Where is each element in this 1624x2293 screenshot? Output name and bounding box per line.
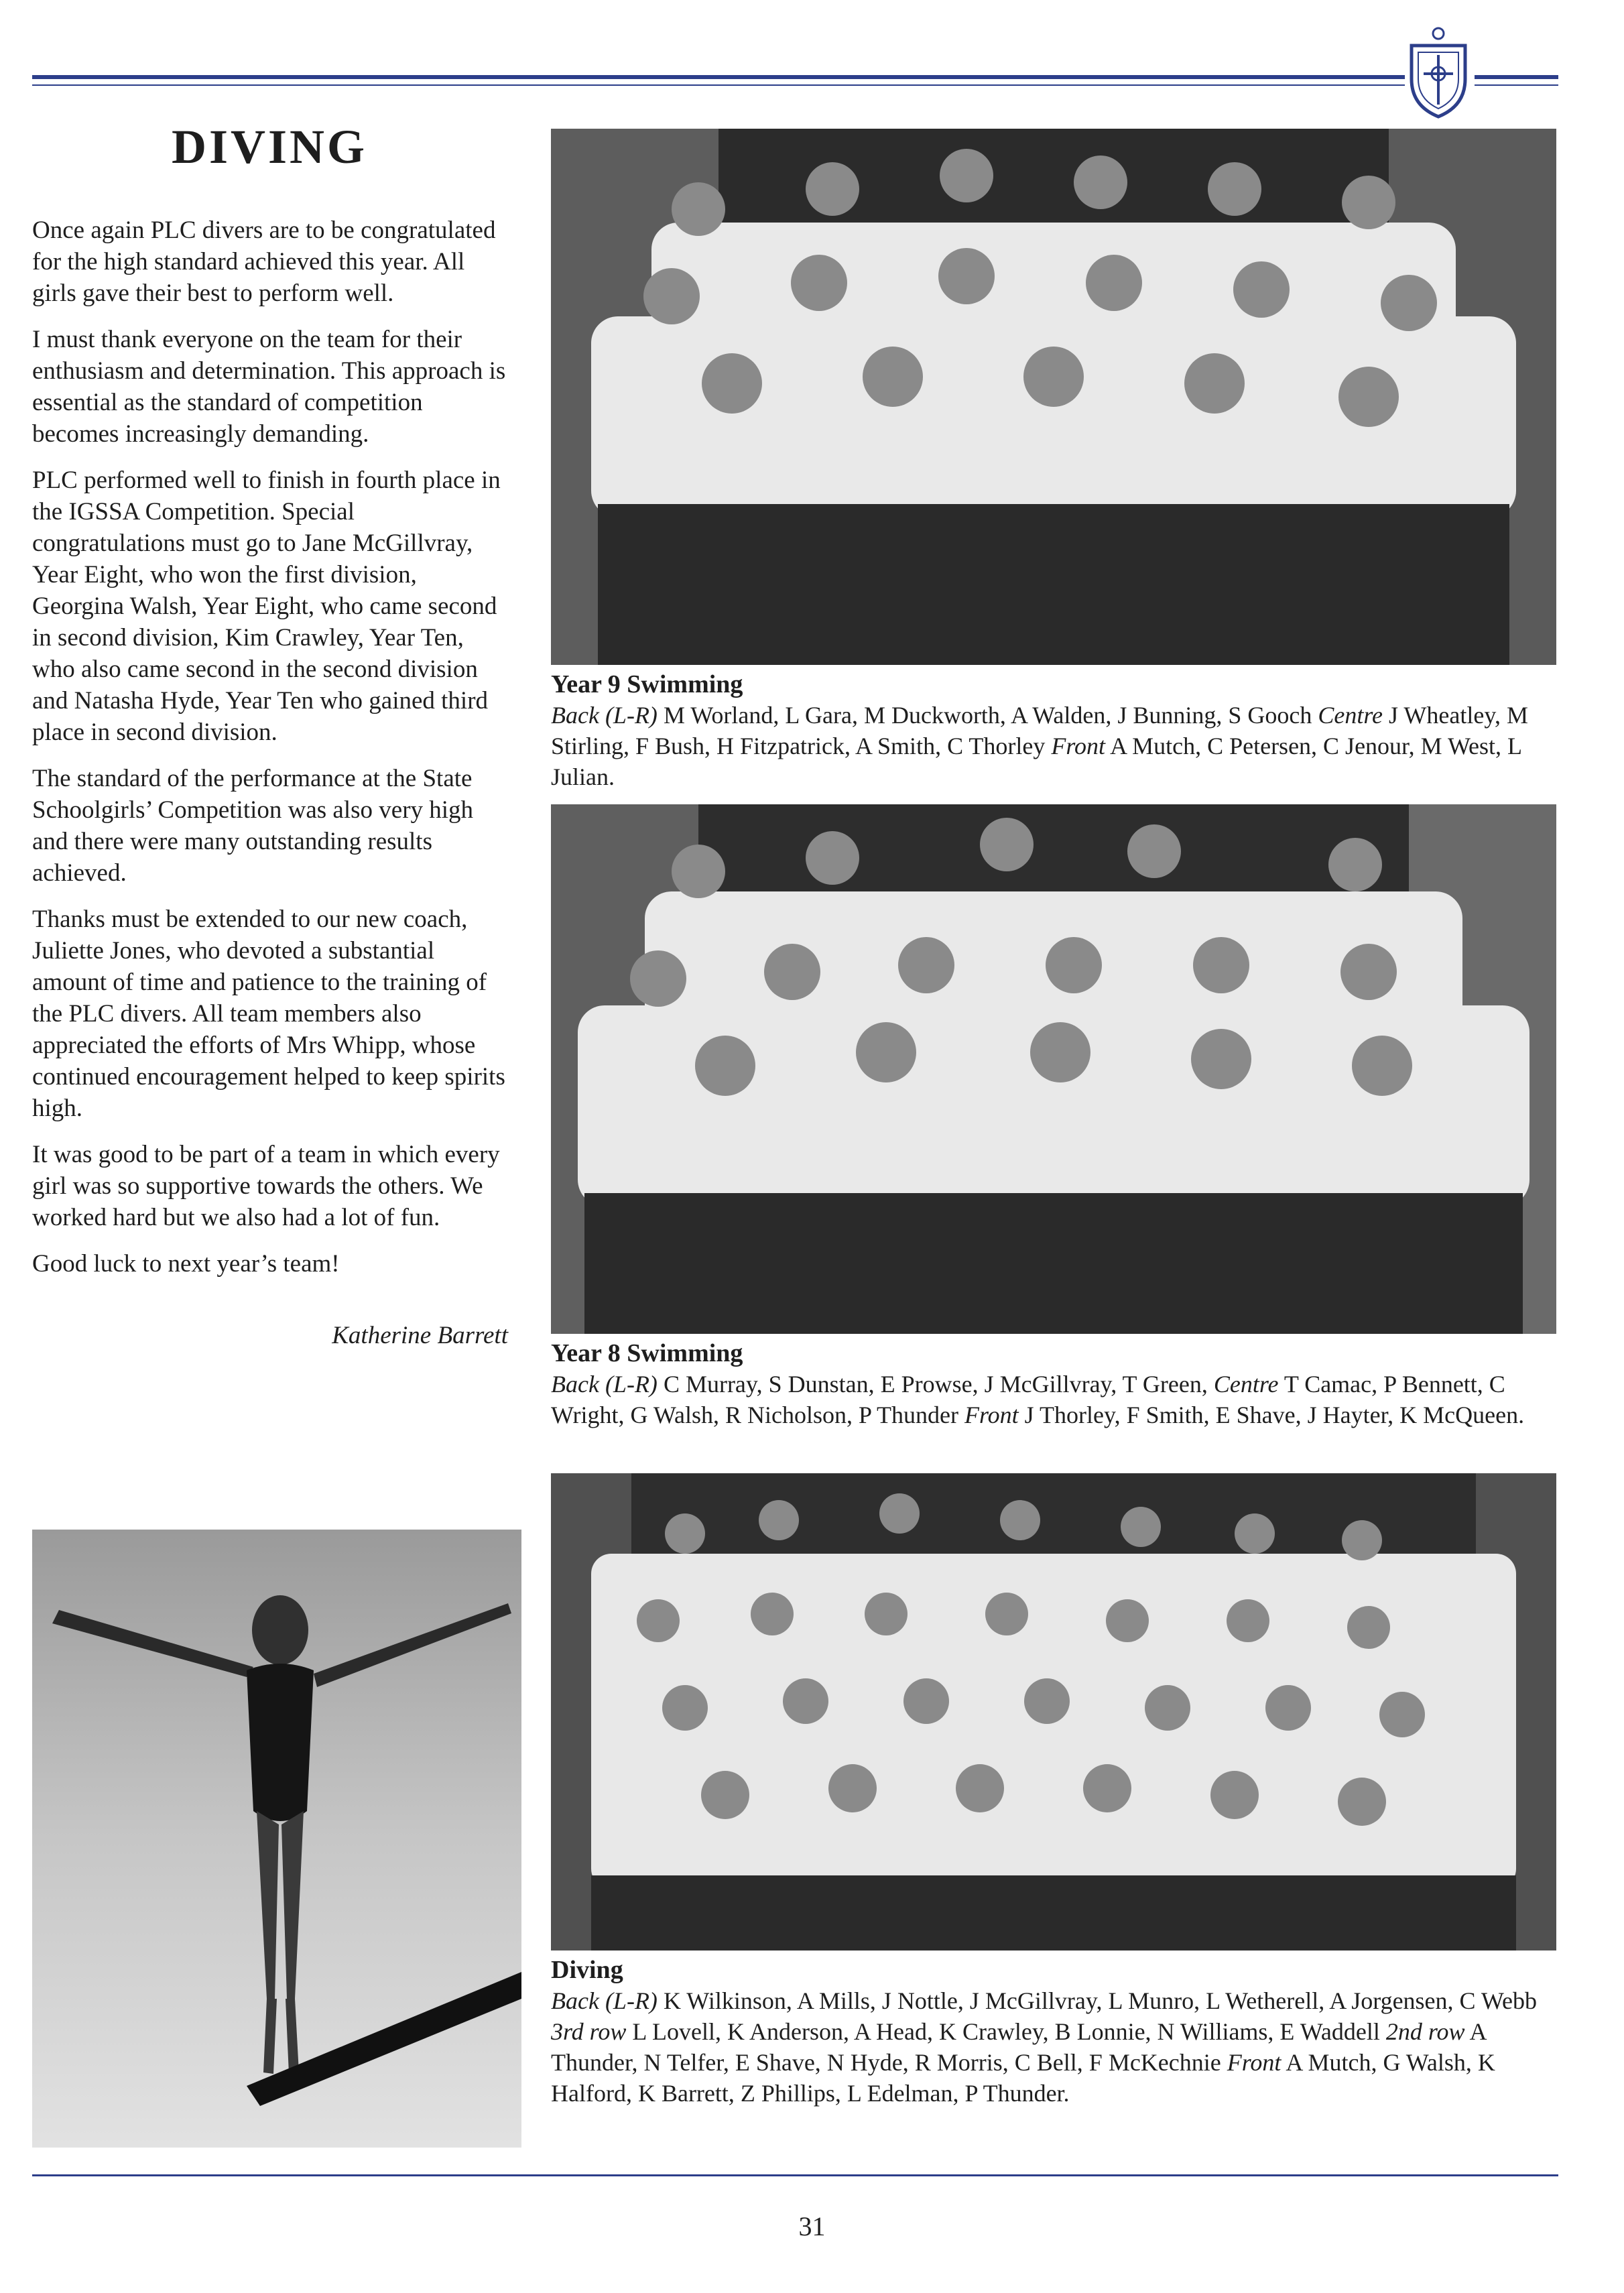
caption-row-label: Front	[1051, 733, 1106, 759]
caption-names: T Camac, P Bennett, C Wright, G Walsh, R Nicholson, P Thunder	[551, 1371, 1505, 1428]
caption-names: J Thorley, F Smith, E Shave, J Hayter, K McQueen.	[1018, 1402, 1525, 1428]
caption-names: L Lovell, K Anderson, A Head, K Crawley, B Lonnie, N Williams, E Waddell	[626, 2018, 1386, 2045]
header-rule-right-thin	[1475, 84, 1558, 86]
caption-row-label: Centre	[1213, 1371, 1279, 1398]
caption-names: A Thunder, N Telfer, E Shave, N Hyde, R Morris, C Bell, F McKechnie	[551, 2018, 1486, 2076]
caption-names: C Murray, S Dunstan, E Prowse, J McGillvray, T Green,	[657, 1371, 1214, 1398]
article-paragraph: PLC performed well to finish in fourth place in the IGSSA Competition. Special congratulations must go to Jane McGillvray, Year Eight, who won the first division, Georgina Walsh, Year Eight, who came second in second division, Kim Crawley, Year Ten, who also came second in the second division and Natasha Hyde, Year Ten who gained third place in second division.	[32, 467, 501, 746]
page-title: DIVING	[171, 120, 368, 174]
footer-rule	[32, 2174, 1558, 2176]
caption-names: K Wilkinson, A Mills, J Nottle, J McGillvray, L Munro, L Wetherell, A Jorgensen, C Webb	[657, 1987, 1537, 2014]
caption-title: Diving	[551, 1956, 623, 1984]
header-rule-thin	[32, 84, 1405, 86]
caption-names: J Wheatley, M Stirling, F Bush, H Fitzpatrick, A Smith, C Thorley	[551, 702, 1528, 759]
caption-title: Year 9 Swimming	[551, 670, 743, 698]
diving-team-photo	[551, 1473, 1556, 1950]
caption-names: M Worland, L Gara, M Duckworth, A Walden, J Bunning, S Gooch	[657, 702, 1318, 729]
year8-caption	[551, 1338, 1556, 1430]
caption-row-label: 2nd row	[1385, 2018, 1465, 2045]
caption-row-label: Front	[964, 1402, 1019, 1428]
article-paragraph: Good luck to next year’s team!	[32, 1250, 340, 1278]
article-paragraph: I must thank everyone on the team for their enthusiasm and determination. This approach is essential as the standard of competition becomes increasingly demanding.	[32, 326, 506, 448]
diver-photo	[32, 1530, 521, 2148]
caption-row-label: Back (L-R)	[551, 1987, 658, 2014]
caption-row-label: Centre	[1318, 702, 1383, 729]
page-number: 31	[798, 2211, 826, 2241]
year8-team-photo	[551, 804, 1556, 1334]
article-paragraph: It was good to be part of a team in which every girl was so supportive towards the others. We worked hard but we also had a lot of fun.	[32, 1141, 500, 1231]
caption-names: A Mutch, C Petersen, C Jenour, M West, L Julian.	[551, 733, 1521, 790]
article-paragraph: Thanks must be extended to our new coach, Juliette Jones, who devoted a substantial amount of time and patience to the training of the PLC divers. All team members also appreciated the efforts of Mrs Whipp, whose continued encouragement helped to keep spirits high.	[32, 906, 505, 1122]
article-paragraph: Once again PLC divers are to be congratulated for the high standard achieved this year. All girls gave their best to perform well.	[32, 216, 496, 307]
school-crest-icon	[1403, 25, 1473, 119]
author-signature: Katherine Barrett	[332, 1322, 508, 1349]
article-paragraph: The standard of the performance at the State Schoolgirls’ Competition was also very high and there were many outstanding results achieved.	[32, 765, 474, 887]
year9-caption	[551, 669, 1556, 792]
article-body	[32, 214, 508, 1366]
header-rule	[32, 75, 1405, 79]
caption-row-label: Back (L-R)	[551, 1371, 658, 1398]
caption-names: A Mutch, G Walsh, K Halford, K Barrett, Z Phillips, L Edelman, P Thunder.	[551, 2049, 1495, 2107]
diving-caption	[551, 1955, 1556, 2109]
header-rule-right	[1475, 75, 1558, 79]
caption-title: Year 8 Swimming	[551, 1339, 743, 1367]
caption-row-label: 3rd row	[551, 2018, 627, 2045]
caption-row-label: Back (L-R)	[551, 702, 658, 729]
caption-row-label: Front	[1227, 2049, 1282, 2076]
year9-team-photo	[551, 129, 1556, 665]
